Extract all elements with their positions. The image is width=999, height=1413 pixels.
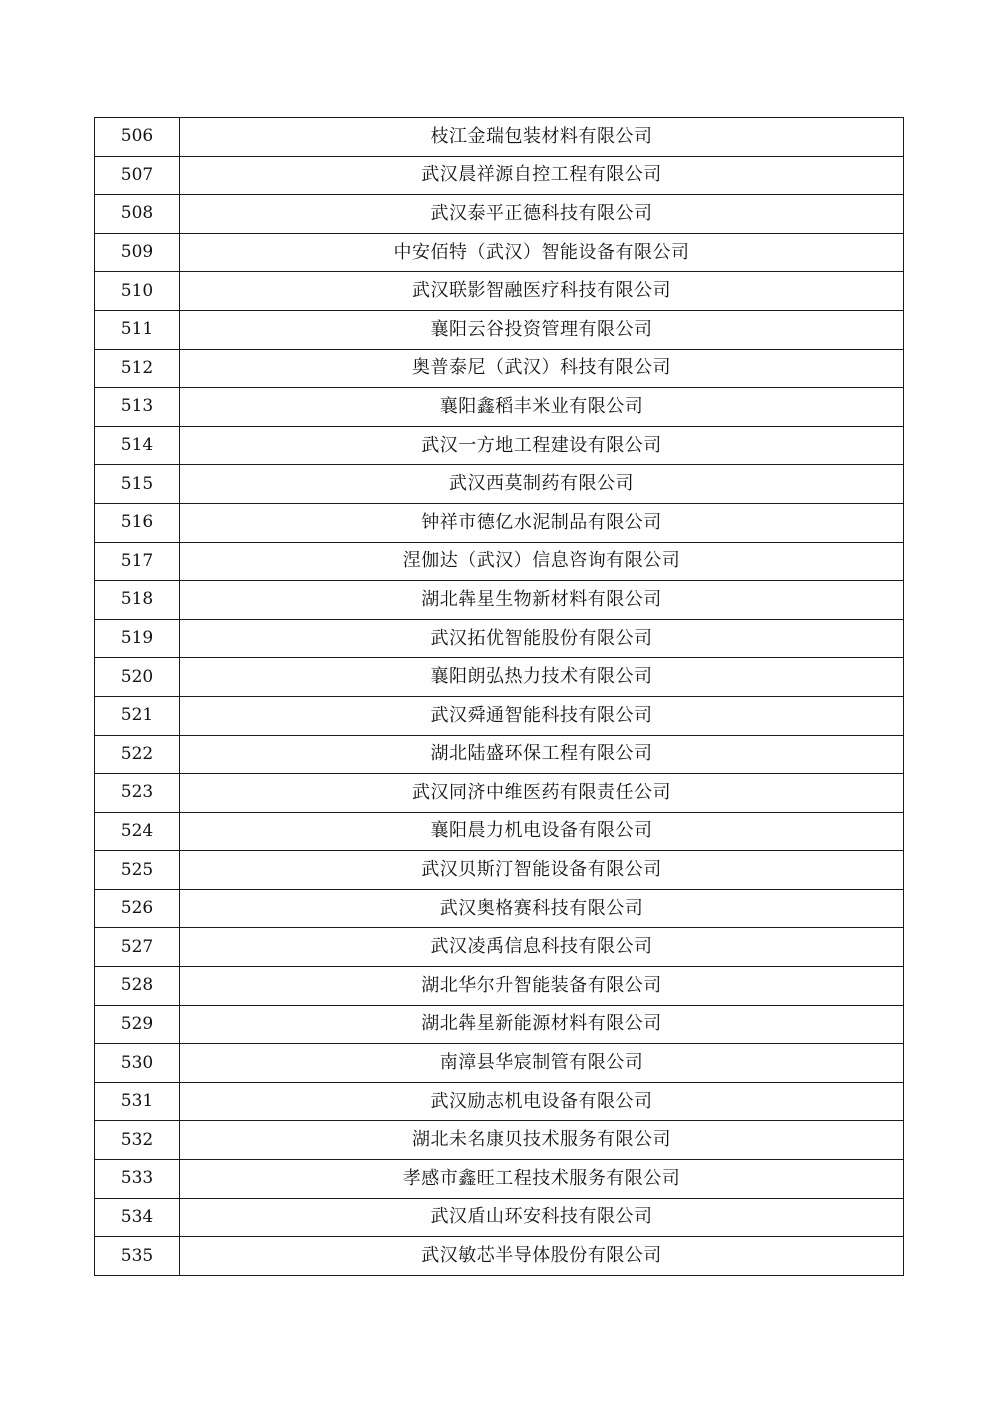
- table-row: [95, 619, 904, 658]
- table-row: [95, 696, 904, 735]
- table-row: [95, 426, 904, 465]
- company-name: 湖北华尔升智能装备有限公司: [180, 967, 904, 1006]
- row-number: 506: [95, 118, 180, 157]
- table-row: [95, 1237, 904, 1276]
- row-number: 528: [95, 967, 180, 1006]
- row-number: 531: [95, 1082, 180, 1121]
- table-row: [95, 774, 904, 813]
- company-list-body: [95, 118, 904, 1276]
- table-row: [95, 349, 904, 388]
- table-row: [95, 503, 904, 542]
- row-number: 527: [95, 928, 180, 967]
- row-number: 515: [95, 465, 180, 504]
- company-name: 武汉盾山环安科技有限公司: [180, 1198, 904, 1237]
- row-number: 519: [95, 619, 180, 658]
- row-number: 507: [95, 156, 180, 195]
- row-number: 514: [95, 426, 180, 465]
- table-row: [95, 388, 904, 427]
- company-name: 湖北犇星生物新材料有限公司: [180, 581, 904, 620]
- company-name: 枝江金瑞包装材料有限公司: [180, 118, 904, 157]
- company-name: 武汉一方地工程建设有限公司: [180, 426, 904, 465]
- row-number: 513: [95, 388, 180, 427]
- row-number: 529: [95, 1005, 180, 1044]
- company-name: 武汉联影智融医疗科技有限公司: [180, 272, 904, 311]
- company-name: 南漳县华宸制管有限公司: [180, 1044, 904, 1083]
- row-number: 510: [95, 272, 180, 311]
- table-row: [95, 1082, 904, 1121]
- company-name: 襄阳朗弘热力技术有限公司: [180, 658, 904, 697]
- row-number: 530: [95, 1044, 180, 1083]
- row-number: 516: [95, 503, 180, 542]
- company-name: 涅伽达（武汉）信息咨询有限公司: [180, 542, 904, 581]
- row-number: 533: [95, 1160, 180, 1199]
- table-row: [95, 851, 904, 890]
- row-number: 520: [95, 658, 180, 697]
- table-row: [95, 967, 904, 1006]
- company-name: 襄阳晨力机电设备有限公司: [180, 812, 904, 851]
- row-number: 521: [95, 696, 180, 735]
- row-number: 517: [95, 542, 180, 581]
- row-number: 534: [95, 1198, 180, 1237]
- table-row: [95, 1005, 904, 1044]
- company-name: 武汉舜通智能科技有限公司: [180, 696, 904, 735]
- company-name: 武汉拓优智能股份有限公司: [180, 619, 904, 658]
- table-row: [95, 1044, 904, 1083]
- company-name: 武汉凌禹信息科技有限公司: [180, 928, 904, 967]
- company-name: 襄阳鑫稻丰米业有限公司: [180, 388, 904, 427]
- company-name: 奥普泰尼（武汉）科技有限公司: [180, 349, 904, 388]
- company-name: 湖北犇星新能源材料有限公司: [180, 1005, 904, 1044]
- table-row: [95, 581, 904, 620]
- row-number: 525: [95, 851, 180, 890]
- table-row: [95, 1121, 904, 1160]
- row-number: 518: [95, 581, 180, 620]
- company-name: 襄阳云谷投资管理有限公司: [180, 310, 904, 349]
- company-name: 武汉晨祥源自控工程有限公司: [180, 156, 904, 195]
- company-name: 中安佰特（武汉）智能设备有限公司: [180, 233, 904, 272]
- company-name: 武汉奥格赛科技有限公司: [180, 889, 904, 928]
- row-number: 532: [95, 1121, 180, 1160]
- table-row: [95, 195, 904, 234]
- table-row: [95, 928, 904, 967]
- table-row: [95, 658, 904, 697]
- table-row: [95, 465, 904, 504]
- company-list-table: [94, 117, 904, 1276]
- table-row: [95, 889, 904, 928]
- company-name: 湖北未名康贝技术服务有限公司: [180, 1121, 904, 1160]
- table-row: [95, 310, 904, 349]
- table-row: [95, 233, 904, 272]
- table-row: [95, 812, 904, 851]
- table-row: [95, 1160, 904, 1199]
- table-row: [95, 156, 904, 195]
- company-name: 武汉同济中维医药有限责任公司: [180, 774, 904, 813]
- company-name: 钟祥市德亿水泥制品有限公司: [180, 503, 904, 542]
- row-number: 508: [95, 195, 180, 234]
- row-number: 512: [95, 349, 180, 388]
- company-name: 武汉励志机电设备有限公司: [180, 1082, 904, 1121]
- table-row: [95, 272, 904, 311]
- row-number: 535: [95, 1237, 180, 1276]
- row-number: 522: [95, 735, 180, 774]
- row-number: 509: [95, 233, 180, 272]
- company-name: 武汉西莫制药有限公司: [180, 465, 904, 504]
- row-number: 511: [95, 310, 180, 349]
- row-number: 526: [95, 889, 180, 928]
- company-name: 武汉泰平正德科技有限公司: [180, 195, 904, 234]
- company-name: 孝感市鑫旺工程技术服务有限公司: [180, 1160, 904, 1199]
- company-name: 湖北陆盛环保工程有限公司: [180, 735, 904, 774]
- table-row: [95, 542, 904, 581]
- table-row: [95, 735, 904, 774]
- row-number: 524: [95, 812, 180, 851]
- table-row: [95, 118, 904, 157]
- table-row: [95, 1198, 904, 1237]
- row-number: 523: [95, 774, 180, 813]
- company-name: 武汉敏芯半导体股份有限公司: [180, 1237, 904, 1276]
- company-name: 武汉贝斯汀智能设备有限公司: [180, 851, 904, 890]
